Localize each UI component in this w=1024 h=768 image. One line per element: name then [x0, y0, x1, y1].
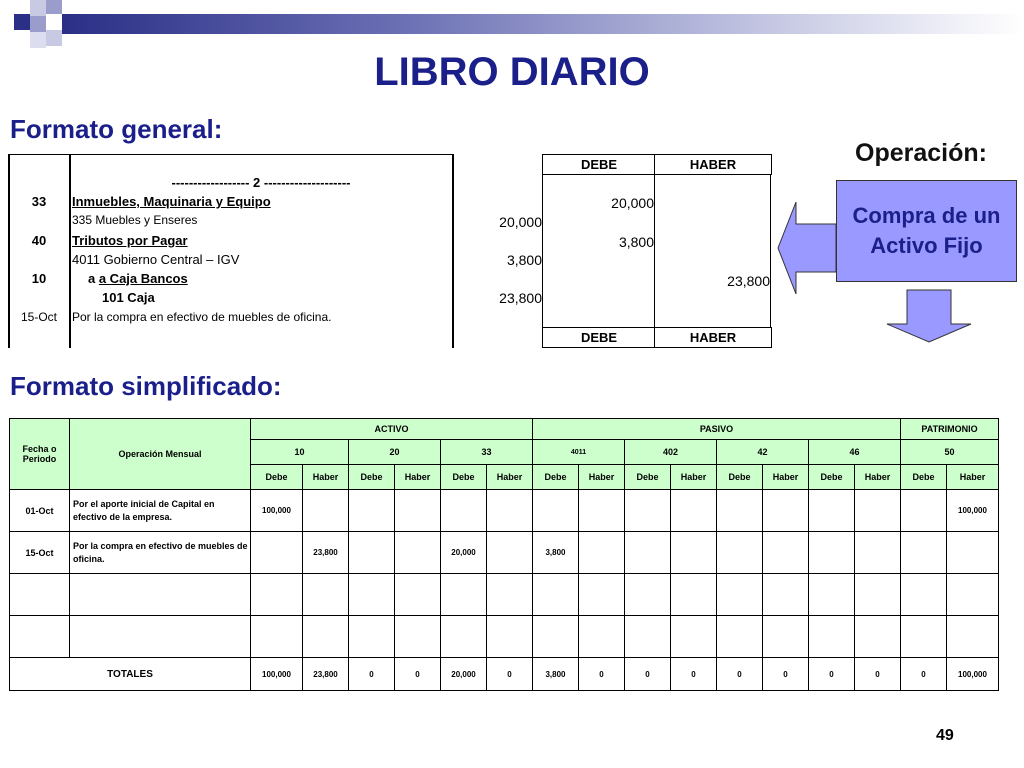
- sub-account: 4011 Gobierno Central – IGV: [72, 252, 240, 267]
- account-name-text: a Caja Bancos: [98, 271, 188, 286]
- row-date: [10, 616, 70, 658]
- row-value: [855, 532, 901, 574]
- operation-label: Operación:: [855, 139, 987, 167]
- section-title-general: Formato general:: [10, 114, 223, 144]
- account-header-10: 10: [251, 440, 349, 465]
- row-value: [717, 616, 763, 658]
- row-value: [303, 490, 349, 532]
- row-value: [441, 616, 487, 658]
- decor-square: [30, 32, 46, 48]
- decor-square: [30, 16, 46, 32]
- row-value: [579, 574, 625, 616]
- account-name: [88, 271, 188, 286]
- column-divider: [542, 154, 543, 348]
- table-row: [10, 490, 999, 532]
- row-description: Por el aporte inicial de Capital en efectivo de la empresa.: [70, 490, 251, 532]
- row-value: [487, 616, 533, 658]
- partial-amount: 23,800: [499, 290, 542, 306]
- row-value: [395, 532, 441, 574]
- haber-amount: 23,800: [727, 273, 770, 289]
- row-value: [809, 616, 855, 658]
- left-arrow-icon: [776, 200, 838, 296]
- top-rule: [70, 154, 452, 155]
- row-value: [441, 574, 487, 616]
- row-value: [251, 616, 303, 658]
- header-operacion: Operación Mensual: [70, 419, 251, 490]
- header-fecha: Fecha o Periodo: [10, 419, 70, 490]
- account-header-402: 402: [625, 440, 717, 465]
- row-value: [671, 490, 717, 532]
- decor-square: [14, 14, 30, 30]
- subheader-debe: Debe: [901, 465, 947, 490]
- total-value: 0: [395, 658, 441, 691]
- total-value: 100,000: [947, 658, 999, 691]
- row-value: [625, 616, 671, 658]
- subheader-debe: Debe: [625, 465, 671, 490]
- row-value: [349, 574, 395, 616]
- account-header-42: 42: [717, 440, 809, 465]
- row-value: [303, 574, 349, 616]
- total-value: 100,000: [251, 658, 303, 691]
- row-value: [251, 574, 303, 616]
- row-value: [395, 616, 441, 658]
- entry-gloss: Por la compra en efectivo de muebles de oficina.: [72, 310, 332, 324]
- row-value: [763, 532, 809, 574]
- total-value: 0: [809, 658, 855, 691]
- row-value: [855, 490, 901, 532]
- row-value: [349, 616, 395, 658]
- row-value: [855, 574, 901, 616]
- row-value: [671, 574, 717, 616]
- footer-debe: DEBE: [542, 327, 656, 348]
- account-code: 10: [31, 271, 47, 286]
- down-arrow-icon: [883, 288, 975, 344]
- column-divider: [654, 154, 655, 348]
- subheader-debe: Debe: [533, 465, 579, 490]
- subheader-debe: Debe: [809, 465, 855, 490]
- row-value: 20,000: [441, 532, 487, 574]
- row-value: [579, 490, 625, 532]
- total-value: 0: [625, 658, 671, 691]
- total-value: 0: [901, 658, 947, 691]
- account-header-50: 50: [901, 440, 999, 465]
- account-code: 40: [31, 233, 47, 248]
- row-value: [763, 616, 809, 658]
- row-description: [70, 574, 251, 616]
- row-value: [251, 532, 303, 574]
- decor-square: [30, 0, 46, 16]
- row-value: [901, 616, 947, 658]
- account-code: 33: [31, 194, 47, 209]
- partial-amount: 3,800: [506, 252, 542, 268]
- row-value: [487, 490, 533, 532]
- top-rule: [8, 154, 70, 155]
- table-row: [10, 532, 999, 574]
- row-value: 23,800: [303, 532, 349, 574]
- row-value: [717, 532, 763, 574]
- account-name: Tributos por Pagar: [72, 233, 188, 248]
- total-value: 20,000: [441, 658, 487, 691]
- debe-amount: 20,000: [611, 195, 654, 211]
- row-description: Por la compra en efectivo de muebles de oficina.: [70, 532, 251, 574]
- row-value: [947, 532, 999, 574]
- row-value: [533, 574, 579, 616]
- row-value: [349, 532, 395, 574]
- operation-box: [836, 180, 1017, 282]
- row-value: 100,000: [251, 490, 303, 532]
- subheader-haber: Haber: [855, 465, 901, 490]
- row-value: [487, 532, 533, 574]
- column-divider: [452, 154, 454, 348]
- column-divider: [770, 154, 771, 348]
- total-value: 3,800: [533, 658, 579, 691]
- section-title-simplified: Formato simplificado:: [10, 371, 282, 401]
- subheader-haber: Haber: [947, 465, 999, 490]
- row-value: [901, 574, 947, 616]
- row-value: [809, 574, 855, 616]
- operation-box-line2: Activo Fijo: [870, 233, 983, 258]
- header-haber: HABER: [654, 154, 772, 175]
- row-value: [533, 490, 579, 532]
- row-value: [671, 532, 717, 574]
- totals-row: [10, 658, 999, 691]
- subheader-haber: Haber: [395, 465, 441, 490]
- header-group-patrimonio: PATRIMONIO: [901, 419, 999, 440]
- page-title: LIBRO DIARIO: [374, 50, 650, 94]
- total-value: 0: [855, 658, 901, 691]
- row-value: [901, 490, 947, 532]
- totals-label: TOTALES: [10, 658, 251, 691]
- total-value: 0: [671, 658, 717, 691]
- row-value: [855, 616, 901, 658]
- row-value: [579, 532, 625, 574]
- sub-account: 101 Caja: [102, 290, 155, 305]
- account-header-4011: 4011: [533, 440, 625, 465]
- total-value: 0: [579, 658, 625, 691]
- row-value: [533, 616, 579, 658]
- subheader-haber: Haber: [579, 465, 625, 490]
- sub-account: 335 Muebles y Enseres: [72, 213, 198, 227]
- row-value: 100,000: [947, 490, 999, 532]
- row-value: [671, 616, 717, 658]
- account-header-20: 20: [349, 440, 441, 465]
- table-row: [10, 574, 999, 616]
- subheader-haber: Haber: [487, 465, 533, 490]
- row-date: 15-Oct: [10, 532, 70, 574]
- row-value: [901, 532, 947, 574]
- account-header-33: 33: [441, 440, 533, 465]
- entry-number: ------------------ 2 --------------------: [171, 175, 351, 190]
- row-value: [625, 490, 671, 532]
- account-header-46: 46: [809, 440, 901, 465]
- subheader-haber: Haber: [763, 465, 809, 490]
- simplified-journal-table: [9, 418, 999, 691]
- footer-haber: HABER: [654, 327, 772, 348]
- subheader-debe: Debe: [717, 465, 763, 490]
- total-value: 23,800: [303, 658, 349, 691]
- row-value: 3,800: [533, 532, 579, 574]
- partial-amount: 20,000: [499, 214, 542, 230]
- row-value: [303, 616, 349, 658]
- operation-box-line1: Compra de un: [852, 203, 1001, 228]
- subheader-haber: Haber: [303, 465, 349, 490]
- decor-square: [46, 0, 62, 14]
- row-value: [487, 574, 533, 616]
- table-row: [10, 616, 999, 658]
- subheader-haber: Haber: [671, 465, 717, 490]
- account-name: Inmuebles, Maquinaria y Equipo: [72, 194, 271, 209]
- subheader-debe: Debe: [349, 465, 395, 490]
- row-value: [395, 574, 441, 616]
- total-value: 0: [717, 658, 763, 691]
- account-name-prefix: a: [88, 271, 99, 286]
- row-description: [70, 616, 251, 658]
- row-value: [763, 490, 809, 532]
- total-value: 0: [349, 658, 395, 691]
- row-value: [625, 532, 671, 574]
- total-value: 0: [487, 658, 533, 691]
- row-value: [809, 532, 855, 574]
- row-date: 01-Oct: [10, 490, 70, 532]
- row-date: [10, 574, 70, 616]
- debe-amount: 3,800: [618, 234, 654, 250]
- row-value: [763, 574, 809, 616]
- row-value: [579, 616, 625, 658]
- page-number: 49: [936, 727, 954, 744]
- row-value: [395, 490, 441, 532]
- entry-date: 15-Oct: [20, 310, 57, 324]
- row-value: [809, 490, 855, 532]
- row-value: [441, 490, 487, 532]
- subheader-debe: Debe: [441, 465, 487, 490]
- row-value: [717, 574, 763, 616]
- row-value: [625, 574, 671, 616]
- header-debe: DEBE: [542, 154, 656, 175]
- row-value: [717, 490, 763, 532]
- row-value: [349, 490, 395, 532]
- header-gradient-bar: [62, 14, 1024, 34]
- decor-square: [46, 30, 62, 46]
- total-value: 0: [763, 658, 809, 691]
- header-group-pasivo: PASIVO: [533, 419, 901, 440]
- row-value: [947, 616, 999, 658]
- general-format-entry: [8, 154, 773, 348]
- header-group-activo: ACTIVO: [251, 419, 533, 440]
- row-value: [947, 574, 999, 616]
- subheader-debe: Debe: [251, 465, 303, 490]
